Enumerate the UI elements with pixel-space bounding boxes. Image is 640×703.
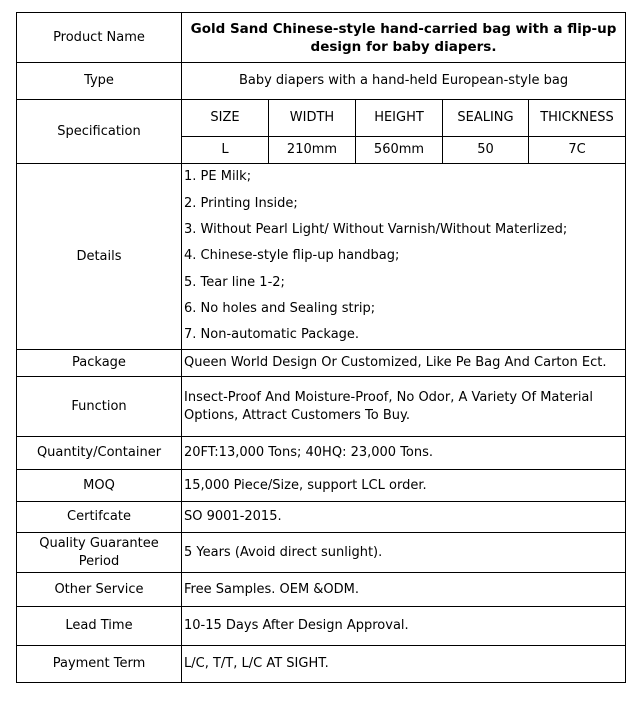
row-details (17, 164, 626, 350)
spec-value-thickness: 7C (529, 137, 626, 164)
row-other-service (17, 573, 626, 607)
spec-header-size: SIZE (182, 100, 269, 137)
details-item: 3. Without Pearl Light/ Without Varnish/Without Materlized; (184, 222, 568, 238)
other-service-label: Other Service (17, 573, 182, 607)
details-item: 7. Non-automatic Package. (184, 327, 360, 343)
spec-header-thickness: THICKNESS (529, 100, 626, 137)
row-function (17, 377, 626, 437)
payment-term-value: L/C, T/T, L/C AT SIGHT. (182, 646, 626, 683)
product-spec-table (16, 12, 626, 683)
row-product-name (17, 13, 626, 63)
spec-header-height: HEIGHT (356, 100, 443, 137)
spec-value-width: 210mm (269, 137, 356, 164)
details-item: 1. PE Milk; (184, 169, 252, 185)
quality-value: 5 Years (Avoid direct sunlight). (182, 533, 626, 573)
details-value (182, 164, 626, 350)
row-payment-term (17, 646, 626, 683)
row-specification-headers (17, 100, 626, 137)
spec-value-height: 560mm (356, 137, 443, 164)
product-name-label: Product Name (17, 13, 182, 63)
row-type (17, 63, 626, 100)
certificate-label: Certifcate (17, 502, 182, 533)
quality-label: Quality Guarantee Period (17, 533, 182, 573)
package-label: Package (17, 350, 182, 377)
row-moq (17, 470, 626, 502)
function-label: Function (17, 377, 182, 437)
spec-value-size: L (182, 137, 269, 164)
details-item: 4. Chinese-style flip-up handbag; (184, 248, 400, 264)
quantity-label: Quantity/Container (17, 437, 182, 470)
product-name-value: Gold Sand Chinese-style hand-carried bag with a flip-up design for baby diapers. (182, 13, 626, 63)
function-value: Insect-Proof And Moisture-Proof, No Odor, A Variety Of Material Options, Attract Customers To Buy. (182, 377, 626, 437)
moq-value: 15,000 Piece/Size, support LCL order. (182, 470, 626, 502)
details-item: 5. Tear line 1-2; (184, 274, 285, 290)
row-lead-time (17, 607, 626, 646)
moq-label: MOQ (17, 470, 182, 502)
specification-label: Specification (17, 100, 182, 164)
row-quality-guarantee (17, 533, 626, 573)
row-certificate (17, 502, 626, 533)
spec-header-width: WIDTH (269, 100, 356, 137)
package-value: Queen World Design Or Customized, Like Pe Bag And Carton Ect. (182, 350, 626, 377)
type-label: Type (17, 63, 182, 100)
quantity-value: 20FT:13,000 Tons; 40HQ: 23,000 Tons. (182, 437, 626, 470)
other-service-value: Free Samples. OEM &ODM. (182, 573, 626, 607)
spec-value-sealing: 50 (443, 137, 529, 164)
payment-term-label: Payment Term (17, 646, 182, 683)
details-item: 6. No holes and Sealing strip; (184, 300, 376, 316)
lead-time-value: 10-15 Days After Design Approval. (182, 607, 626, 646)
details-label: Details (17, 164, 182, 350)
row-package (17, 350, 626, 377)
type-value: Baby diapers with a hand-held European-style bag (182, 63, 626, 100)
lead-time-label: Lead Time (17, 607, 182, 646)
row-quantity (17, 437, 626, 470)
certificate-value: SO 9001-2015. (182, 502, 626, 533)
spec-header-sealing: SEALING (443, 100, 529, 137)
details-item: 2. Printing Inside; (184, 195, 298, 211)
